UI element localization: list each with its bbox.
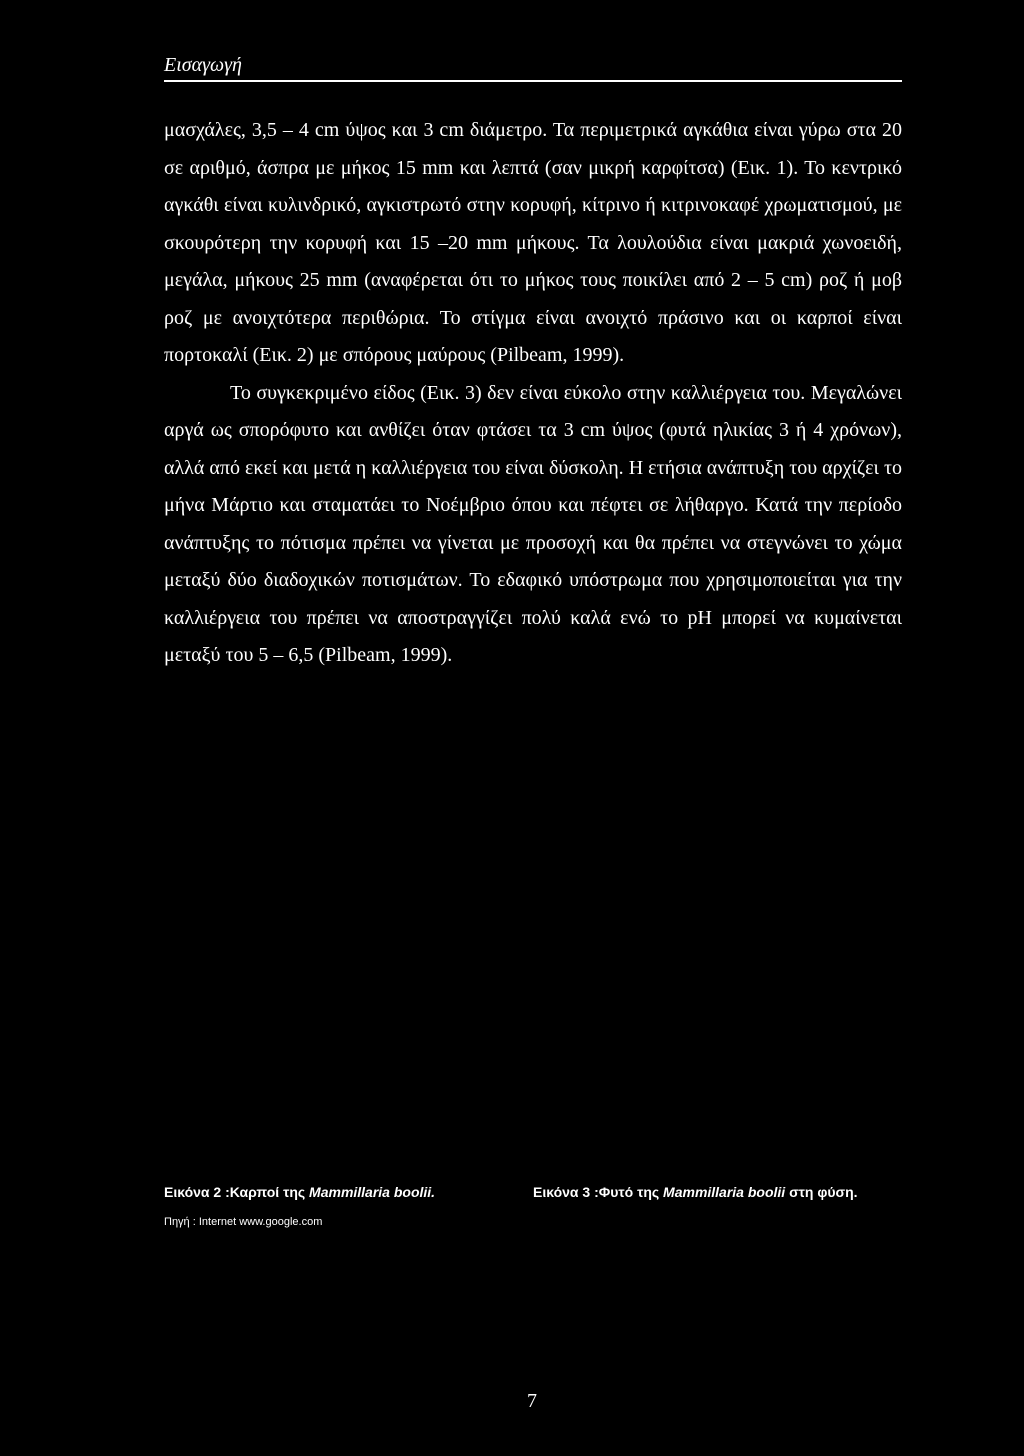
section-header: Εισαγωγή: [164, 54, 242, 76]
figure-2-caption: [164, 1184, 435, 1200]
figure-3-caption: [533, 1184, 858, 1200]
header-rule: [164, 80, 902, 82]
paragraph-1: μασχάλες, 3,5 – 4 cm ύψος και 3 cm διάμετρο. Τα περιμετρικά αγκάθια είναι γύρω στα 20 σε αριθμό, άσπρα με μήκος 15 mm και λεπτά (σαν μικρή καρφίτσα) (Εικ. 1). Το κεντρικό αγκάθι είναι κυλινδρικό, αγκιστρωτό στην κορυφή, κίτρινο ή κιτρινοκαφέ χρωματισμού, με σκουρότερη την κορυφή και 15 –20 mm μήκους. Τα λουλούδια είναι μακριά χωνοειδή, μεγάλα, μήκους 25 mm (αναφέρεται ότι το μήκος τους ποικίλει από 2 – 5 cm) ροζ ή μοβ ροζ με ανοιχτότερα περιθώρια. Το στίγμα είναι ανοιχτό πράσινο και οι καρποί είναι πορτοκαλί (Εικ. 2) με σπόρους μαύρους (Pilbeam, 1999).: [164, 119, 902, 366]
figure-3-suffix: στη φύση.: [785, 1184, 858, 1200]
figure-source: Πηγή : Internet www.google.com: [164, 1216, 323, 1228]
figure-3-species: Mammillaria boolii: [663, 1184, 786, 1200]
paragraph-2: Το συγκεκριμένο είδος (Εικ. 3) δεν είναι εύκολο στην καλλιέργεια του. Μεγαλώνει αργά ως σπορόφυτο και ανθίζει όταν φτάσει τα 3 cm ύψος (φυτά ηλικίας 3 ή 4 χρόνων), αλλά από εκεί και μετά η καλλιέργεια του είναι δύσκολη. Η ετήσια ανάπτυξη του αρχίζει το μήνα Μάρτιο και σταματάει το Νοέμβριο όπου και πέφτει σε λήθαργο. Κατά την περίοδο ανάπτυξης το πότισμα πρέπει να γίνεται με προσοχή και θα πρέπει να στεγνώνει το χώμα μεταξύ δύο διαδοχικών ποτισμάτων. Το εδαφικό υπόστρωμα που χρησιμοποιείται για την καλλιέργεια του πρέπει να αποστραγγίζει πολύ καλά ενώ το pH μπορεί να κυμαίνεται μεταξύ του 5 – 6,5 (Pilbeam, 1999).: [164, 381, 902, 666]
figure-2-species: Mammillaria boolii.: [309, 1184, 436, 1200]
figure-2-label: Εικόνα 2 :Καρποί της: [164, 1184, 310, 1200]
body-text: [164, 112, 902, 675]
figure-3-label: Εικόνα 3 :Φυτό της: [533, 1184, 664, 1200]
page-number: 7: [527, 1390, 537, 1412]
